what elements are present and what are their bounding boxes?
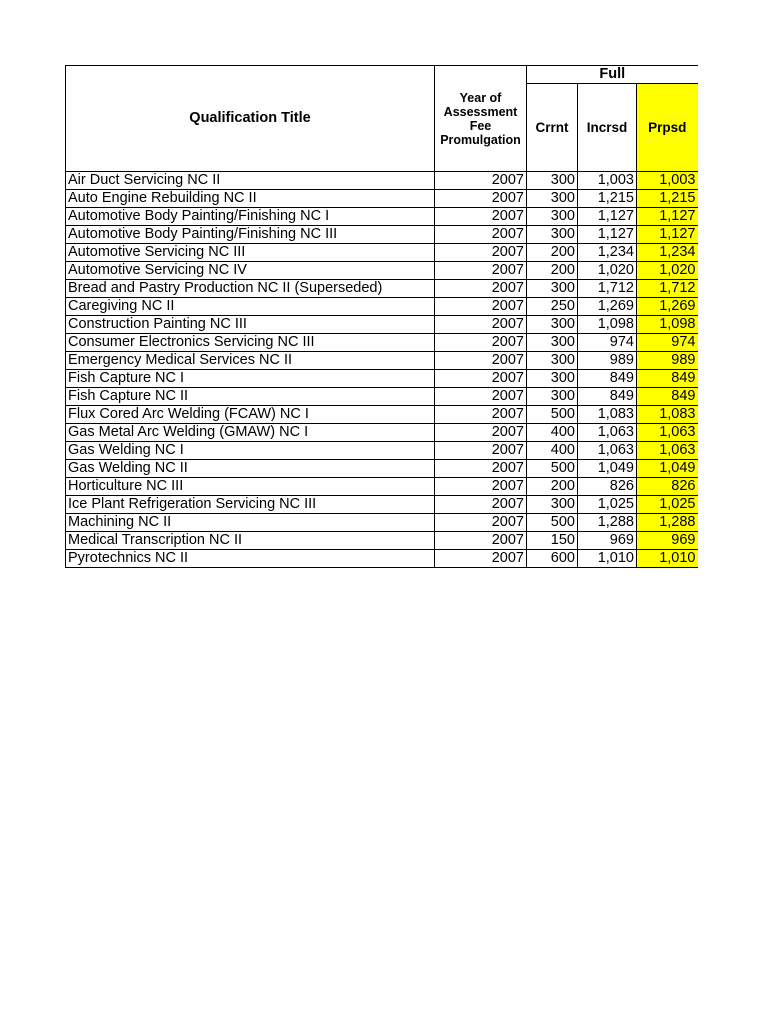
year-header-line: Promulgation — [440, 132, 521, 147]
year-cell: 2007 — [435, 352, 527, 370]
prpsd-cell: 849 — [637, 388, 698, 406]
incrsd-cell: 849 — [578, 370, 637, 388]
year-header-line: Year of — [459, 90, 502, 105]
crrnt-cell: 300 — [527, 388, 578, 406]
fee-table-sheet — [65, 65, 697, 568]
crrnt-cell: 400 — [527, 442, 578, 460]
incrsd-cell: 1,127 — [578, 226, 637, 244]
qualification-title-cell: Construction Painting NC III — [66, 316, 435, 334]
incrsd-cell: 1,025 — [578, 496, 637, 514]
crrnt-cell: 300 — [527, 352, 578, 370]
table-row — [66, 496, 698, 514]
qualification-title-cell: Flux Cored Arc Welding (FCAW) NC I — [66, 406, 435, 424]
incrsd-cell: 1,003 — [578, 172, 637, 190]
table-row — [66, 514, 698, 532]
crrnt-cell: 300 — [527, 226, 578, 244]
crrnt-cell: 300 — [527, 316, 578, 334]
qualification-title-cell: Horticulture NC III — [66, 478, 435, 496]
incrsd-cell: 1,288 — [578, 514, 637, 532]
crrnt-cell: 200 — [527, 478, 578, 496]
prpsd-cell: 849 — [637, 370, 698, 388]
year-cell: 2007 — [435, 334, 527, 352]
table-row — [66, 208, 698, 226]
year-cell: 2007 — [435, 280, 527, 298]
crrnt-cell: 300 — [527, 190, 578, 208]
crrnt-cell: 600 — [527, 550, 578, 568]
table-row — [66, 532, 698, 550]
qualification-title-cell: Bread and Pastry Production NC II (Superseded) — [66, 280, 435, 298]
incrsd-cell: 1,083 — [578, 406, 637, 424]
incrsd-cell: 826 — [578, 478, 637, 496]
year-cell: 2007 — [435, 208, 527, 226]
crrnt-cell: 500 — [527, 406, 578, 424]
incrsd-cell: 974 — [578, 334, 637, 352]
prpsd-cell: 1,712 — [637, 280, 698, 298]
crrnt-cell: 150 — [527, 532, 578, 550]
prpsd-cell: 1,098 — [637, 316, 698, 334]
qualification-title-cell: Machining NC II — [66, 514, 435, 532]
table-row — [66, 370, 698, 388]
incrsd-cell: 1,215 — [578, 190, 637, 208]
qualification-title-cell: Air Duct Servicing NC II — [66, 172, 435, 190]
incrsd-cell: 1,063 — [578, 424, 637, 442]
prpsd-cell: 826 — [637, 478, 698, 496]
table-row — [66, 262, 698, 280]
prpsd-cell: 974 — [637, 334, 698, 352]
table-row — [66, 298, 698, 316]
qualification-title-cell: Gas Welding NC II — [66, 460, 435, 478]
prpsd-cell: 1,063 — [637, 442, 698, 460]
year-cell: 2007 — [435, 388, 527, 406]
prpsd-cell: 989 — [637, 352, 698, 370]
qualification-title-cell: Automotive Body Painting/Finishing NC I — [66, 208, 435, 226]
year-cell: 2007 — [435, 298, 527, 316]
qualification-title-cell: Caregiving NC II — [66, 298, 435, 316]
prpsd-cell: 1,127 — [637, 208, 698, 226]
table-row — [66, 406, 698, 424]
year-cell: 2007 — [435, 550, 527, 568]
table-row — [66, 172, 698, 190]
year-cell: 2007 — [435, 514, 527, 532]
year-header — [435, 66, 527, 172]
table-row — [66, 280, 698, 298]
prpsd-cell: 1,010 — [637, 550, 698, 568]
year-cell: 2007 — [435, 424, 527, 442]
crrnt-cell: 300 — [527, 334, 578, 352]
crrnt-cell: 200 — [527, 244, 578, 262]
table-row — [66, 316, 698, 334]
incrsd-cell: 969 — [578, 532, 637, 550]
incrsd-cell: 1,010 — [578, 550, 637, 568]
qualification-title-cell: Consumer Electronics Servicing NC III — [66, 334, 435, 352]
year-cell: 2007 — [435, 406, 527, 424]
qualification-title-cell: Emergency Medical Services NC II — [66, 352, 435, 370]
prpsd-cell: 1,049 — [637, 460, 698, 478]
table-row — [66, 388, 698, 406]
qualification-title-cell: Medical Transcription NC II — [66, 532, 435, 550]
crrnt-cell: 200 — [527, 262, 578, 280]
year-cell: 2007 — [435, 190, 527, 208]
incrsd-cell: 1,234 — [578, 244, 637, 262]
year-cell: 2007 — [435, 496, 527, 514]
year-cell: 2007 — [435, 370, 527, 388]
crrnt-cell: 300 — [527, 280, 578, 298]
table-row — [66, 244, 698, 262]
crrnt-cell: 500 — [527, 514, 578, 532]
qualification-title-cell: Gas Metal Arc Welding (GMAW) NC I — [66, 424, 435, 442]
incrsd-cell: 1,127 — [578, 208, 637, 226]
table-row — [66, 442, 698, 460]
crrnt-cell: 300 — [527, 496, 578, 514]
table-row — [66, 550, 698, 568]
prpsd-cell: 1,215 — [637, 190, 698, 208]
table-row — [66, 334, 698, 352]
prpsd-cell: 969 — [637, 532, 698, 550]
incrsd-cell: 1,269 — [578, 298, 637, 316]
prpsd-cell: 1,083 — [637, 406, 698, 424]
incrsd-cell: 1,712 — [578, 280, 637, 298]
table-row — [66, 478, 698, 496]
prpsd-cell: 1,020 — [637, 262, 698, 280]
incrsd-cell: 989 — [578, 352, 637, 370]
year-cell: 2007 — [435, 478, 527, 496]
full-group-header: Full — [527, 66, 698, 84]
qualification-title-cell: Automotive Body Painting/Finishing NC III — [66, 226, 435, 244]
table-row — [66, 352, 698, 370]
year-cell: 2007 — [435, 262, 527, 280]
qualification-title-header: Qualification Title — [66, 66, 435, 172]
incrsd-cell: 849 — [578, 388, 637, 406]
year-header-line: Assessment — [443, 104, 518, 119]
fee-table — [65, 65, 698, 568]
year-cell: 2007 — [435, 226, 527, 244]
incrsd-cell: 1,049 — [578, 460, 637, 478]
qualification-title-cell: Automotive Servicing NC IV — [66, 262, 435, 280]
prpsd-cell: 1,063 — [637, 424, 698, 442]
table-row — [66, 190, 698, 208]
qualification-title-cell: Pyrotechnics NC II — [66, 550, 435, 568]
year-cell: 2007 — [435, 460, 527, 478]
crrnt-cell: 300 — [527, 370, 578, 388]
prpsd-cell: 1,269 — [637, 298, 698, 316]
qualification-title-cell: Auto Engine Rebuilding NC II — [66, 190, 435, 208]
year-header-line: Fee — [469, 118, 492, 133]
qualification-title-cell: Gas Welding NC I — [66, 442, 435, 460]
year-cell: 2007 — [435, 316, 527, 334]
year-cell: 2007 — [435, 532, 527, 550]
prpsd-header: Prpsd — [637, 84, 698, 172]
incrsd-cell: 1,020 — [578, 262, 637, 280]
prpsd-cell: 1,234 — [637, 244, 698, 262]
qualification-title-cell: Fish Capture NC I — [66, 370, 435, 388]
prpsd-cell: 1,127 — [637, 226, 698, 244]
qualification-title-cell: Ice Plant Refrigeration Servicing NC III — [66, 496, 435, 514]
prpsd-cell: 1,003 — [637, 172, 698, 190]
crrnt-cell: 400 — [527, 424, 578, 442]
crrnt-header: Crrnt — [527, 84, 578, 172]
year-cell: 2007 — [435, 172, 527, 190]
incrsd-cell: 1,063 — [578, 442, 637, 460]
crrnt-cell: 300 — [527, 208, 578, 226]
prpsd-cell: 1,025 — [637, 496, 698, 514]
table-row — [66, 460, 698, 478]
header-row-top — [66, 66, 698, 84]
incrsd-cell: 1,098 — [578, 316, 637, 334]
crrnt-cell: 250 — [527, 298, 578, 316]
crrnt-cell: 500 — [527, 460, 578, 478]
year-cell: 2007 — [435, 442, 527, 460]
table-row — [66, 424, 698, 442]
qualification-title-cell: Fish Capture NC II — [66, 388, 435, 406]
crrnt-cell: 300 — [527, 172, 578, 190]
table-row — [66, 226, 698, 244]
qualification-title-cell: Automotive Servicing NC III — [66, 244, 435, 262]
incrsd-header: Incrsd — [578, 84, 637, 172]
prpsd-cell: 1,288 — [637, 514, 698, 532]
year-cell: 2007 — [435, 244, 527, 262]
